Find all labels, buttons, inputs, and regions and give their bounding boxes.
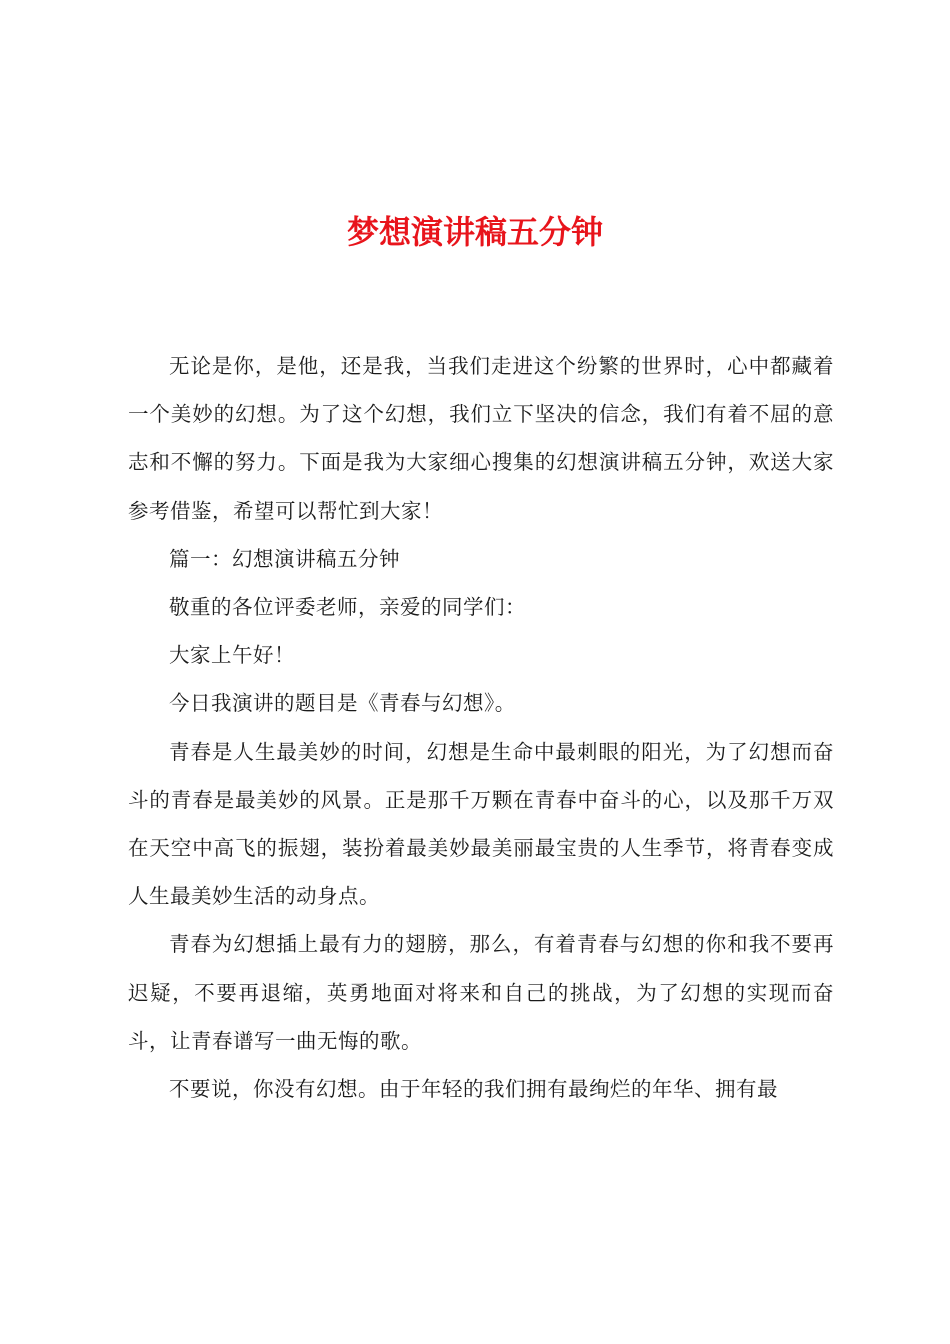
document-title: 梦想演讲稿五分钟 [346,213,603,251]
paragraph-intro: 无论是你，是他，还是我，当我们走进这个纷繁的世界时，心中都藏着一个美妙的幻想。为了这个幻想，我们立下坚决的信念，我们有着不屈的意志和不懈的努力。下面是我为大家细心搜集的幻想演讲稿五分钟，欢送大家参考借鉴，希望可以帮忙到大家！ [128,354,834,523]
paragraph-section-heading: 篇一：幻想演讲稿五分钟 [169,546,400,571]
document-body [128,342,834,1113]
paragraph-topic: 今日我演讲的题目是《青春与幻想》。 [169,691,516,716]
paragraph-youth-dream: 青春是人生最美妙的时间，幻想是生命中最刺眼的阳光，为了幻想而奋斗的青春是最美妙的风景。正是那千万颗在青春中奋斗的心，以及那千万双在天空中高飞的振翅，装扮着最美妙最美丽最宝贵的人生季节，将青春变成人生最美妙生活的动身点。 [128,739,834,909]
paragraph-greeting: 大家上午好！ [169,643,295,668]
paragraph-dont-say: 不要说，你没有幻想。由于年轻的我们拥有最绚烂的年华、拥有最 [169,1077,778,1102]
paragraph-wings: 青春为幻想插上最有力的翅膀，那么，有着青春与幻想的你和我不要再迟疑，不要再退缩，英勇地面对将来和自己的挑战，为了幻想的实现而奋斗，让青春谱写一曲无悔的歌。 [128,932,834,1053]
paragraph-salutation: 敬重的各位评委老师，亲爱的同学们： [169,595,526,620]
